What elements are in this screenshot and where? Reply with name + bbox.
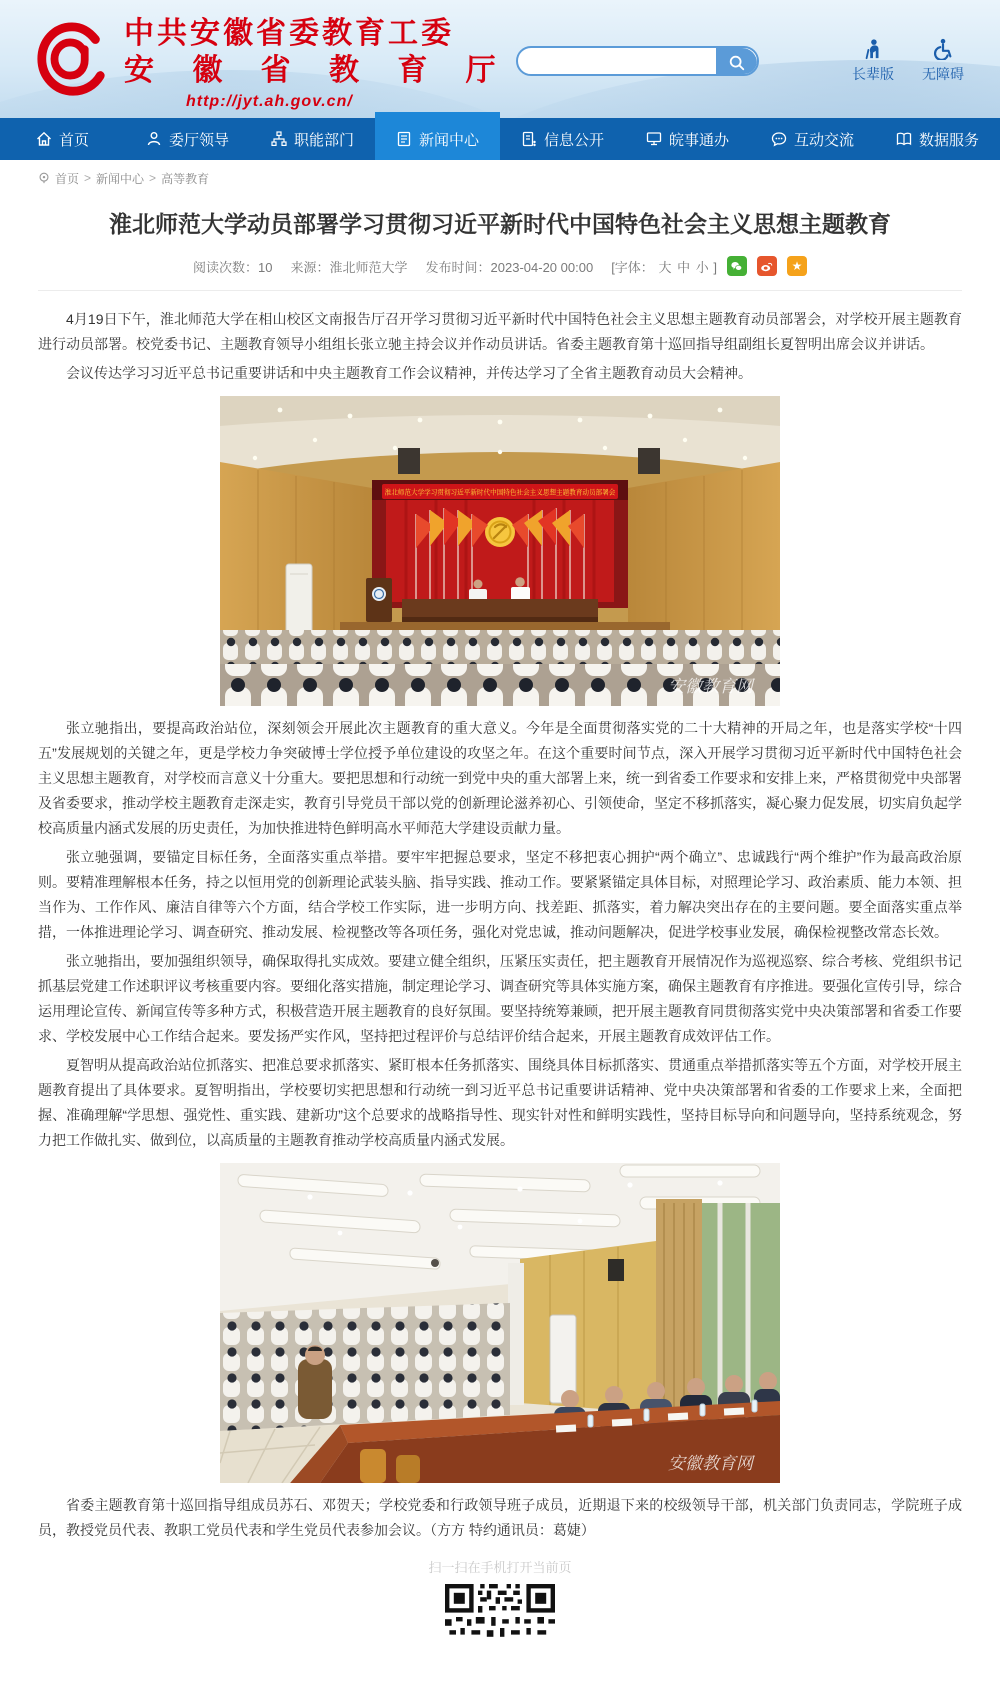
article-photo-audience-room bbox=[220, 1163, 780, 1483]
home-icon bbox=[36, 131, 52, 147]
search-button[interactable] bbox=[716, 48, 757, 76]
nav-label: 职能部门 bbox=[293, 131, 354, 149]
audience-room-photo bbox=[220, 1163, 780, 1483]
article-paragraph: 夏智明从提高政治站位抓落实、把准总要求抓落实、紧盯根本任务抓落实、围绕具体目标抓落实、贯通重点举措抓落实等五个方面，对学校开展主题教育提出了具体要求。夏智明指出，学校要切实把思想和行动统一到习近平总书记重要讲话精神、党中央决策部署和省委的工作要求上来，全面把握、准确理解“学思想、强党性、重实践、建新功”这个总要求的战略指导性、现实针对性和鲜明实践性，坚持目标导向和问题导向，坚持系统观念，努力把工作做扎实、做到位，以高质量的主题教育推动学校高质量内涵式发展。 bbox=[38, 1057, 962, 1148]
document-list-icon bbox=[521, 131, 537, 147]
nav-label: 新闻中心 bbox=[418, 131, 479, 149]
source-value: 淮北师范大学 bbox=[329, 259, 408, 275]
main-navigation bbox=[0, 118, 1000, 160]
accessibility-link[interactable] bbox=[922, 38, 964, 84]
nav-label: 互动交流 bbox=[793, 131, 854, 149]
nav-item-info-disclosure[interactable] bbox=[500, 118, 625, 160]
open-book-icon bbox=[896, 131, 912, 147]
favorite-star-button[interactable]: ★ bbox=[787, 256, 807, 276]
font-size-large[interactable]: 大 bbox=[658, 259, 672, 275]
breadcrumb-home[interactable]: 首页 bbox=[55, 171, 80, 186]
nav-item-departments[interactable] bbox=[250, 118, 375, 160]
source-meta bbox=[290, 257, 407, 276]
views-count: 10 bbox=[258, 259, 273, 275]
photo-watermark: 安徽教育网 bbox=[668, 677, 753, 696]
article-meta bbox=[38, 256, 962, 276]
qr-caption: 扫一扫在手机打开当前页 bbox=[428, 1560, 572, 1575]
article-paragraph: 省委主题教育第十巡回指导组成员苏石、邓贺天；学校党委和行政领导班子成员，近期退下来的校级领导干部，机关部门负责同志，学院班子成员，教授党员代表、教职工党员代表和学生党员代表参加会议。（方方 特约通讯员：葛婕） bbox=[38, 1497, 962, 1538]
share-weibo-button[interactable] bbox=[757, 256, 777, 276]
article-paragraph: 会议传达学习习近平总书记重要讲话和中央主题教育工作会议精神，并传达学习了全省主题教育动员大会精神。 bbox=[66, 365, 752, 381]
time-label: 发布时间： bbox=[425, 259, 491, 275]
nav-item-news-active[interactable] bbox=[375, 112, 500, 160]
elder-version-label: 长辈版 bbox=[852, 66, 894, 82]
org-title-line1: 中共安徽省委教育工委 bbox=[124, 17, 454, 50]
article-paragraph: 张立驰强调，要锚定目标任务，全面落实重点举措。要牢牢把握总要求，坚定不移把衷心拥护“两个确立”、忠诚践行“两个维护”作为最高政治原则。要精准理解根本任务，持之以恒用党的创新理论武装头脑、指导实践、推动工作。要紧紧锚定具体目标，对照理论学习、政治素质、能力本领、担当作为、工作作风、廉洁自律等六个方面，结合学校工作实际，进一步明方向、找差距、抓落实，着力解决突出存在的主要问题。要全面落实重点举措，一体推进理论学习、调查研究、推动发展、检视整改等各项任务，强化对党忠诚，推动问题解决，促进学校事业发展，确保检视整改常态长效。 bbox=[38, 849, 962, 940]
wheelchair-icon bbox=[932, 38, 954, 60]
monitor-icon bbox=[646, 131, 662, 147]
breadcrumb-separator: > bbox=[149, 171, 157, 185]
site-url: http://jyt.ah.gov.cn/ bbox=[186, 93, 353, 110]
wechat-icon bbox=[730, 260, 743, 273]
site-logo-icon bbox=[34, 20, 112, 98]
views-meta bbox=[193, 257, 272, 276]
person-icon bbox=[146, 131, 162, 147]
elder-person-icon bbox=[862, 38, 884, 60]
breadcrumb bbox=[0, 160, 1000, 196]
article-paragraph: 张立驰指出，要加强组织领导，确保取得扎实成效。要建立健全组织，压紧压实责任，把主题教育开展情况作为巡视巡察、综合考核、党组织书记抓基层党建工作述职评议考核重要内容。要细化落实措施，制定理论学习、调查研究等具体实施方案，确保主题教育有序推进。要强化宣传引导，综合运用理论宣传、新闻宣传等多种方式，积极营造开展主题教育的良好氛围。要坚持统筹兼顾，把开展主题教育同贯彻落实党中央决策部署和省委工作要求、学校发展中心工作结合起来。要发扬严实作风，坚持把过程评价与总结评价结合起来，开展主题教育成效评估工作。 bbox=[38, 953, 962, 1044]
accessibility-label: 无障碍 bbox=[922, 66, 964, 82]
conference-stage-photo bbox=[220, 396, 780, 706]
nav-label: 数据服务 bbox=[918, 131, 979, 149]
share-wechat-button[interactable] bbox=[727, 256, 747, 276]
qr-code bbox=[445, 1584, 555, 1694]
photo-banner-text: 淮北师范大学学习贯彻习近平新时代中国特色社会主义思想主题教育动员部署会 bbox=[384, 489, 616, 497]
access-links bbox=[852, 38, 964, 84]
font-size-medium[interactable]: 中 bbox=[677, 259, 691, 275]
weibo-icon bbox=[760, 260, 773, 273]
font-size-control bbox=[611, 257, 717, 276]
breadcrumb-separator: > bbox=[84, 171, 92, 185]
article-title: 淮北师范大学动员部署学习贯彻习近平新时代中国特色社会主义思想主题教育 bbox=[109, 211, 891, 237]
nav-label: 委厅领导 bbox=[168, 131, 229, 149]
time-value: 2023-04-20 00:00 bbox=[490, 259, 594, 275]
nav-item-home[interactable] bbox=[0, 118, 125, 160]
location-pin-icon bbox=[38, 172, 50, 184]
publish-time-meta bbox=[426, 257, 594, 276]
article-paragraph: 张立驰指出，要提高政治站位，深刻领会开展此次主题教育的重大意义。今年是全面贯彻落实党的二十大精神的开局之年，也是落实学校“十四五”发展规划的关键之年，更是学校力争突破博士学位授予单位建设的攻坚之年。在这个重要时间节点，深入开展学习贯彻习近平新时代中国特色社会主义思想主题教育，对学校而言意义十分重大。要把思想和行动统一到党中央的重大部署上来，统一到省委工作要求和安排上来，严格贯彻党中央部署及省委要求，推动学校主题教育走深走实，教育引导党员干部以党的创新理论滋养初心、引领使命，坚定不移抓落实，凝心聚力促发展，切实肩负起学校高质量内涵式发展的历史责任，为加快推进特色鲜明高水平师范大学建设贡献力量。 bbox=[38, 720, 962, 836]
nav-item-services[interactable] bbox=[625, 118, 750, 160]
search-input[interactable] bbox=[518, 48, 718, 74]
font-size-small[interactable]: 小 bbox=[695, 259, 709, 275]
nav-label: 皖事通办 bbox=[668, 131, 729, 149]
source-label: 来源： bbox=[290, 259, 330, 275]
news-icon bbox=[396, 131, 412, 147]
search-icon bbox=[728, 54, 746, 72]
site-titles bbox=[124, 16, 511, 111]
font-suffix: ] bbox=[713, 259, 717, 275]
article-paragraph: 4月19日下午，淮北师范大学在相山校区文南报告厅召开学习贯彻习近平新时代中国特色社会主义思想主题教育动员部署会，对学校开展主题教育进行动员部署。校党委书记、主题教育领导小组组长张立驰主持会议并作动员讲话。省委主题教育第十巡回指导组副组长夏智明出席会议并讲话。 bbox=[38, 311, 962, 352]
photo-watermark: 安徽教育网 bbox=[668, 1454, 753, 1473]
font-prefix: [字体： bbox=[611, 259, 654, 275]
breadcrumb-page: 高等教育 bbox=[161, 171, 210, 186]
search-area bbox=[516, 46, 759, 76]
site-logo-block[interactable] bbox=[34, 16, 511, 111]
chat-bubble-icon bbox=[771, 131, 787, 147]
meta-divider bbox=[38, 290, 962, 291]
nav-item-leadership[interactable] bbox=[125, 118, 250, 160]
org-chart-icon bbox=[271, 131, 287, 147]
qr-footer bbox=[38, 1557, 962, 1694]
site-header bbox=[0, 0, 1000, 118]
org-title-line2: 安 徽 省 教 育 厅 bbox=[124, 54, 511, 87]
article-body bbox=[38, 307, 962, 1543]
nav-label: 首页 bbox=[58, 131, 89, 149]
search-pill bbox=[516, 46, 759, 76]
nav-label: 信息公开 bbox=[543, 131, 604, 149]
nav-item-data-services[interactable] bbox=[875, 118, 1000, 160]
elder-version-link[interactable] bbox=[852, 38, 894, 84]
breadcrumb-section[interactable]: 新闻中心 bbox=[96, 171, 145, 186]
nav-item-interaction[interactable] bbox=[750, 118, 875, 160]
article-photo-conference-stage bbox=[220, 396, 780, 706]
views-label: 阅读次数： bbox=[193, 259, 259, 275]
article-main bbox=[0, 208, 1000, 1694]
